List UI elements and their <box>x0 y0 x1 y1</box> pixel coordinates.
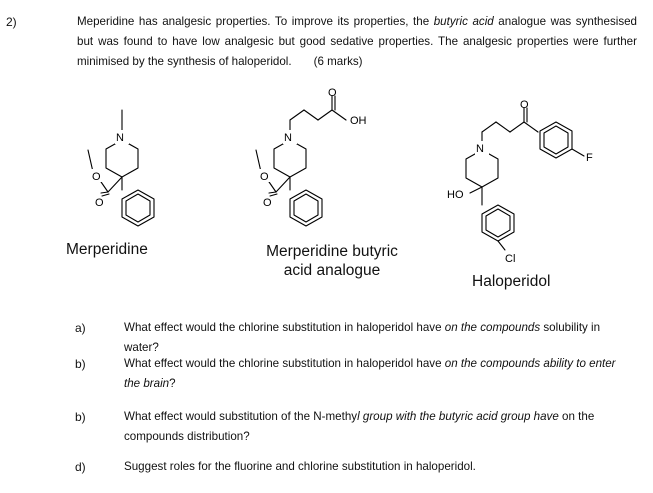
meperidine-n-atom: N <box>116 132 124 144</box>
subquestion-b-label: b) <box>75 357 86 371</box>
intro-text-2: analogue was synthesised but was found to have low analgesic but good sedative properties. The analgesic properties were further minimised by the synthesis of haloperidol. <box>77 15 638 68</box>
subquestion-b2-text: What effect would substitution of the N-methyl group with the butyric acid group have on the compounds distribution? <box>124 410 595 443</box>
subquestion-b-text: What effect would the chlorine substitution in haloperidol have on the compounds ability to enter the brain? <box>124 357 616 390</box>
subquestion-d-text: Suggest roles for the fluorine and chlorine substitution in haloperidol. <box>124 460 476 473</box>
subquestion-b2-label: b) <box>75 410 86 424</box>
butyric-carbonyl-o2: O <box>263 197 272 209</box>
intro-italic: butyric acid <box>433 15 494 28</box>
intro-text-1: Meperidine has analgesic properties. To improve its properties, the <box>77 15 434 28</box>
haloperidol-hydroxyl: HO <box>447 189 464 201</box>
butyric-oh: OH <box>350 115 367 127</box>
butyric-n-atom: N <box>284 132 292 144</box>
meperidine-carbonyl-o: O <box>95 197 104 209</box>
subquestion-d-label: d) <box>75 460 86 474</box>
butyric-label-line1: Merperidine butyric <box>266 243 398 260</box>
subquestion-a-text: What effect would the chlorine substitution in haloperidol have on the compounds solubility in water? <box>124 321 601 354</box>
subquestion-a-label: a) <box>75 321 86 335</box>
haloperidol-n-atom: N <box>476 143 484 155</box>
haloperidol-label: Haloperidol <box>472 273 551 290</box>
question-number: 2) <box>6 15 17 29</box>
meperidine-label: Merperidine <box>66 241 148 258</box>
marks-label: (6 marks) <box>313 55 363 68</box>
haloperidol-structure <box>466 108 584 250</box>
haloperidol-fluorine: F <box>586 152 593 164</box>
butyric-ester-o: O <box>260 171 269 183</box>
haloperidol-chlorine: Cl <box>505 253 516 265</box>
butyric-label-line2: acid analogue <box>283 262 381 279</box>
butyric-carbonyl-o: O <box>328 87 337 99</box>
meperidine-ester-o: O <box>92 171 101 183</box>
butyric-analogue-label <box>252 242 412 280</box>
haloperidol-carbonyl-o: O <box>520 99 529 111</box>
